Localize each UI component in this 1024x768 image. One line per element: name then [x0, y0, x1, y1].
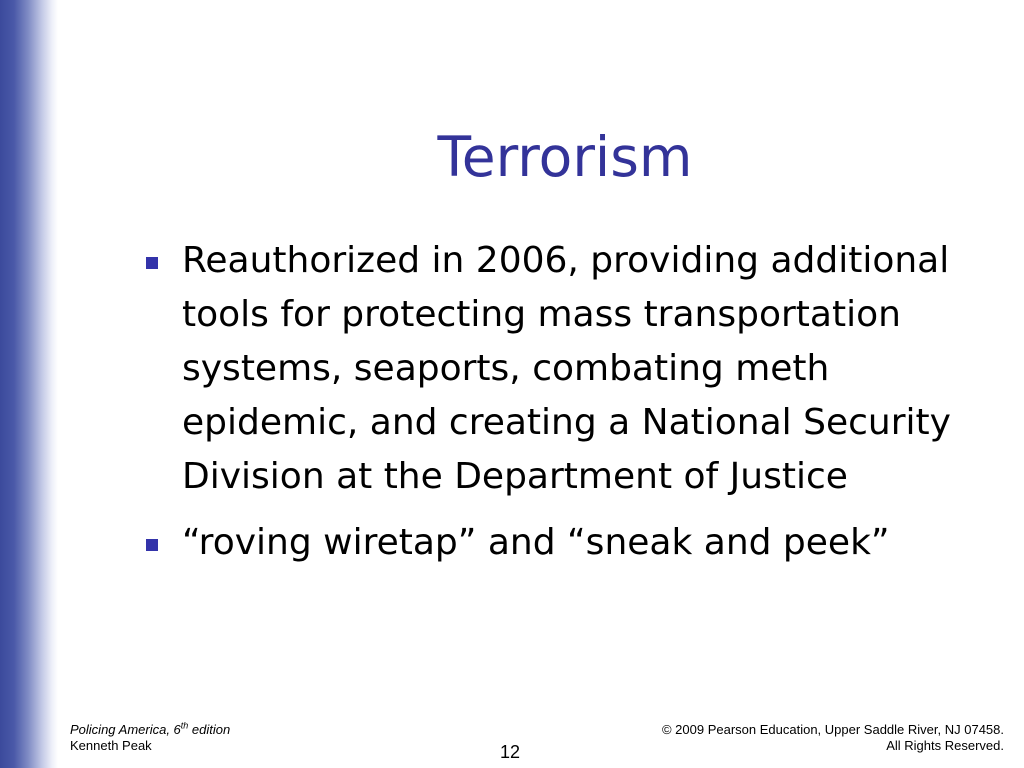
footer-book-info: [70, 722, 230, 754]
book-title-text: Policing America, 6: [70, 722, 181, 737]
square-bullet-icon: [146, 539, 158, 551]
bullet-item: [142, 516, 1002, 570]
slide-title: Terrorism: [437, 125, 693, 189]
copyright-line-1: © 2009 Pearson Education, Upper Saddle River, NJ 07458.: [661, 722, 1004, 737]
square-bullet-icon: [146, 257, 158, 269]
footer-author: Kenneth Peak: [70, 738, 152, 753]
bullet-text: Reauthorized in 2006, providing additional tools for protecting mass transportation systems, seaports, combating meth epidemic, and creating a National Security Division at the Department of Justice: [182, 240, 951, 497]
copyright-line-2: All Rights Reserved.: [886, 738, 1004, 753]
book-edition-suffix: edition: [188, 722, 231, 737]
book-edition-sup: th: [180, 720, 189, 731]
side-gradient-bar: [0, 0, 58, 768]
footer-book-title: [70, 722, 230, 738]
bullet-list: [142, 234, 1002, 582]
bullet-text: “roving wiretap” and “sneak and peek”: [182, 522, 890, 563]
bullet-item: [142, 234, 1002, 504]
slide-number: 12: [499, 742, 521, 762]
footer-copyright: [662, 722, 1004, 754]
